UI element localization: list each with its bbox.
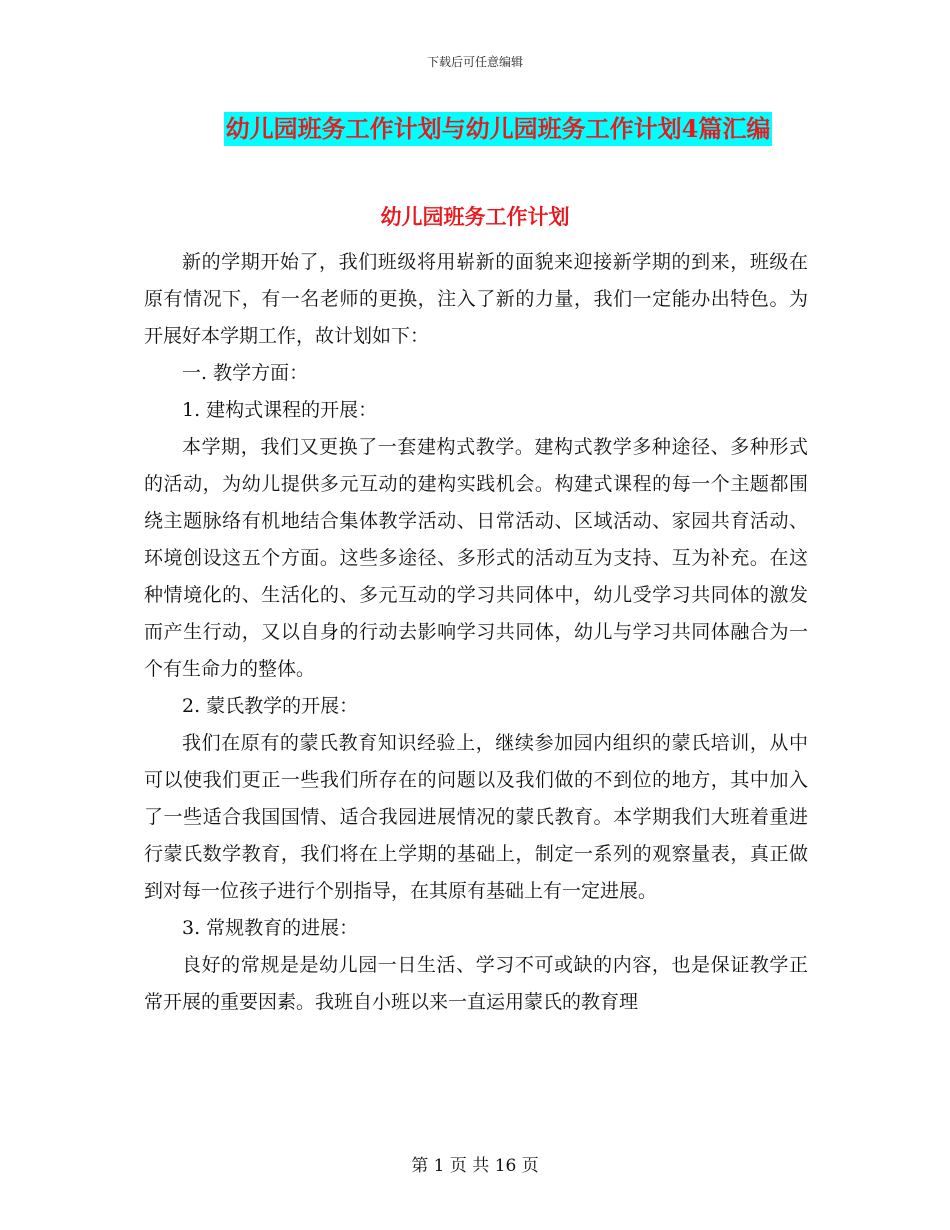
heading-constructive-course: 1. 建构式课程的开展： <box>182 399 378 421</box>
header-note: 下载后可任意编辑 <box>426 55 523 69</box>
heading-routine-education: 3. 常规教育的进展： <box>182 917 359 939</box>
paragraph-routine-education: 良好的常规是是幼儿园一日生活、学习不可或缺的内容，也是保证教学正常开展的重要因素。我班自小班以来一直运用蒙氏的教育理 <box>144 954 808 1013</box>
heading-montessori: 2. 蒙氏教学的开展： <box>182 695 359 717</box>
page-number: 第 1 页 共 16 页 <box>411 1156 539 1176</box>
paragraph-constructive-course: 本学期，我们又更换了一套建构式教学。建构式教学多种途径、多种形式的活动，为幼儿提供多元互动的建构实践机会。构建式课程的每一个主题都围绕主题脉络有机地结合集体教学活动、日常活动、区域活动、家园共育活动、环境创设这五个方面。这些多途径、多形式的活动互为支持、互为补充。在这种情境化的、生活化的、多元互动的学习共同体中，幼儿受学习共同体的激发而产生行动，又以自身的行动去影响学习共同体，幼儿与学习共同体融合为一个有生命力的整体。 <box>144 436 808 680</box>
heading-teaching: 一. 教学方面： <box>182 362 309 384</box>
document-body <box>144 244 808 1021</box>
main-title: 幼儿园班务工作计划与幼儿园班务工作计划4篇汇编 <box>224 112 773 146</box>
section-title: 幼儿园班务工作计划 <box>380 204 570 229</box>
main-title-container <box>0 112 950 146</box>
paragraph-intro: 新的学期开始了，我们班级将用崭新的面貌来迎接新学期的到来，班级在原有情况下，有一名老师的更换，注入了新的力量，我们一定能办出特色。为开展好本学期工作，故计划如下： <box>144 251 808 347</box>
paragraph-montessori: 我们在原有的蒙氏教育知识经验上，继续参加园内组织的蒙氏培训，从中可以使我们更正一些我们所存在的问题以及我们做的不到位的地方，其中加入了一些适合我国国情、适合我园进展情况的蒙氏教育。本学期我们大班着重进行蒙氏数学教育，我们将在上学期的基础上，制定一系列的观察量表，真正做到对每一位孩子进行个别指导，在其原有基础上有一定进展。 <box>144 732 808 902</box>
